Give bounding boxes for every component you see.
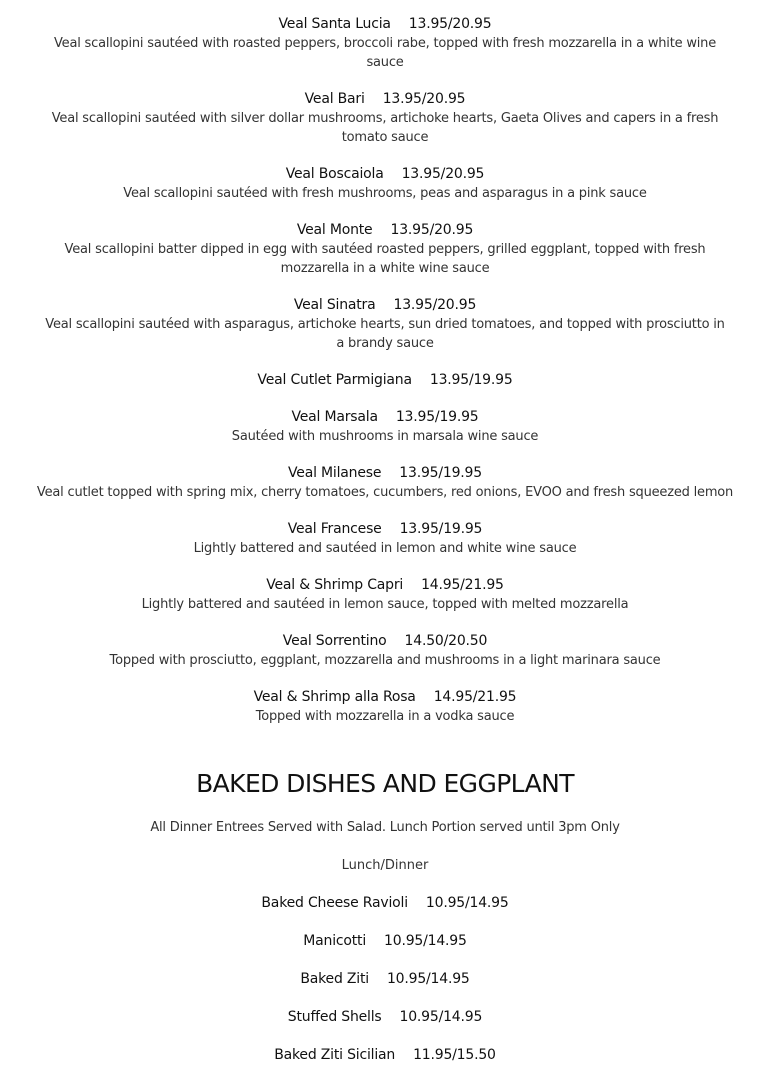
menu-item-description: Veal cutlet topped with spring mix, cherry tomatoes, cucumbers, red onions, EVOO and fresh squeezed lemon (36, 485, 734, 500)
menu-item-description: Veal scallopini sautéed with asparagus, artichoke hearts, sun dried tomatoes, and topped with prosciutto in a brandy sauce (45, 317, 725, 351)
menu-item (0, 932, 770, 951)
menu-item-title (0, 632, 770, 651)
menu-item (0, 371, 770, 390)
menu-item-price: 10.95/14.95 (399, 1009, 483, 1025)
menu-item-price: 14.95/21.95 (421, 577, 504, 593)
menu-item-description: Sautéed with mushrooms in marsala wine sauce (231, 429, 539, 444)
menu-item-title (0, 520, 770, 539)
menu-item (0, 970, 770, 989)
menu-item-title (0, 296, 770, 315)
menu-item-description: Veal scallopini sautéed with silver dollar mushrooms, artichoke hearts, Gaeta Olives and capers in a fresh tomato sauce (51, 111, 719, 145)
menu-item-name: Manicotti (303, 933, 367, 949)
menu-page (0, 15, 770, 1084)
menu-item-title (0, 408, 770, 427)
menu-item (0, 15, 770, 72)
menu-item-price: 13.95/20.95 (393, 297, 477, 313)
menu-item (0, 221, 770, 278)
menu-item (0, 1046, 770, 1065)
menu-item (0, 296, 770, 353)
section-note: All Dinner Entrees Served with Salad. Lunch Portion served until 3pm Only (150, 820, 620, 835)
menu-item-title (0, 371, 770, 390)
menu-item-title (0, 165, 770, 184)
menu-item (0, 576, 770, 614)
menu-item-description: Lightly battered and sautéed in lemon and white wine sauce (193, 541, 577, 556)
menu-item (0, 688, 770, 726)
menu-item-title (0, 576, 770, 595)
menu-item-name: Baked Ziti (300, 971, 369, 987)
menu-item-title (0, 970, 770, 989)
menu-item-title (0, 1008, 770, 1027)
menu-item (0, 1008, 770, 1027)
menu-item-name: Veal Cutlet Parmigiana (257, 372, 412, 388)
menu-item-name: Veal Santa Lucia (278, 16, 391, 32)
menu-item-name: Veal Sorrentino (282, 633, 387, 649)
menu-item-price: 13.95/19.95 (395, 409, 479, 425)
menu-item-title (0, 15, 770, 34)
baked-menu-list (0, 894, 770, 1065)
menu-item-title (0, 1046, 770, 1065)
menu-item-name: Veal & Shrimp alla Rosa (253, 689, 416, 705)
menu-item (0, 632, 770, 670)
menu-item-price: 10.95/14.95 (386, 971, 470, 987)
menu-item (0, 90, 770, 147)
menu-item-price: 10.95/14.95 (384, 933, 467, 949)
menu-item-name: Veal Marsala (291, 409, 378, 425)
menu-item-title (0, 90, 770, 109)
menu-item-description: Veal scallopini batter dipped in egg with sautéed roasted peppers, grilled eggplant, topped with fresh mozzarella in a white wine sauce (64, 242, 706, 276)
menu-item-price: 13.95/20.95 (401, 166, 485, 182)
menu-item-name: Stuffed Shells (287, 1009, 382, 1025)
menu-item (0, 408, 770, 446)
section-heading: BAKED DISHES AND EGGPLANT (196, 769, 574, 798)
menu-item-description: Topped with prosciutto, eggplant, mozzarella and mushrooms in a light marinara sauce (109, 653, 661, 668)
menu-item-name: Veal Milanese (288, 465, 382, 481)
menu-item-description: Veal scallopini sautéed with roasted peppers, broccoli rabe, topped with fresh mozzarella in a white wine sauce (53, 36, 717, 70)
baked-dishes-section (0, 768, 770, 1065)
menu-item-name: Baked Ziti Sicilian (274, 1047, 396, 1063)
menu-item-price: 13.95/20.95 (390, 222, 474, 238)
menu-item (0, 165, 770, 203)
portion-label: Lunch/Dinner (341, 858, 429, 873)
menu-item (0, 894, 770, 913)
veal-menu-list (0, 15, 770, 726)
menu-item-price: 13.95/19.95 (429, 372, 513, 388)
menu-item-title (0, 221, 770, 240)
menu-item-price: 13.95/19.95 (399, 465, 482, 481)
menu-item-title (0, 688, 770, 707)
menu-item-price: 14.50/20.50 (404, 633, 488, 649)
menu-item-name: Veal Boscaiola (285, 166, 384, 182)
menu-item-name: Veal & Shrimp Capri (266, 577, 404, 593)
menu-item-name: Veal Monte (296, 222, 373, 238)
menu-item-description: Veal scallopini sautéed with fresh mushrooms, peas and asparagus in a pink sauce (123, 186, 647, 201)
menu-item-price: 13.95/19.95 (399, 521, 483, 537)
menu-item-description: Lightly battered and sautéed in lemon sauce, topped with melted mozzarella (141, 597, 629, 612)
menu-item (0, 520, 770, 558)
menu-item-price: 10.95/14.95 (425, 895, 509, 911)
menu-item (0, 464, 770, 502)
menu-item-price: 11.95/15.50 (413, 1047, 496, 1063)
menu-item-name: Veal Sinatra (293, 297, 376, 313)
menu-item-price: 13.95/20.95 (408, 16, 492, 32)
menu-item-title (0, 894, 770, 913)
menu-item-description: Topped with mozzarella in a vodka sauce (255, 709, 515, 724)
menu-item-price: 13.95/20.95 (382, 91, 466, 107)
menu-item-name: Veal Bari (304, 91, 365, 107)
menu-item-name: Veal Francese (287, 521, 382, 537)
menu-item-title (0, 464, 770, 483)
menu-item-name: Baked Cheese Ravioli (261, 895, 408, 911)
menu-item-title (0, 932, 770, 951)
menu-item-price: 14.95/21.95 (433, 689, 517, 705)
